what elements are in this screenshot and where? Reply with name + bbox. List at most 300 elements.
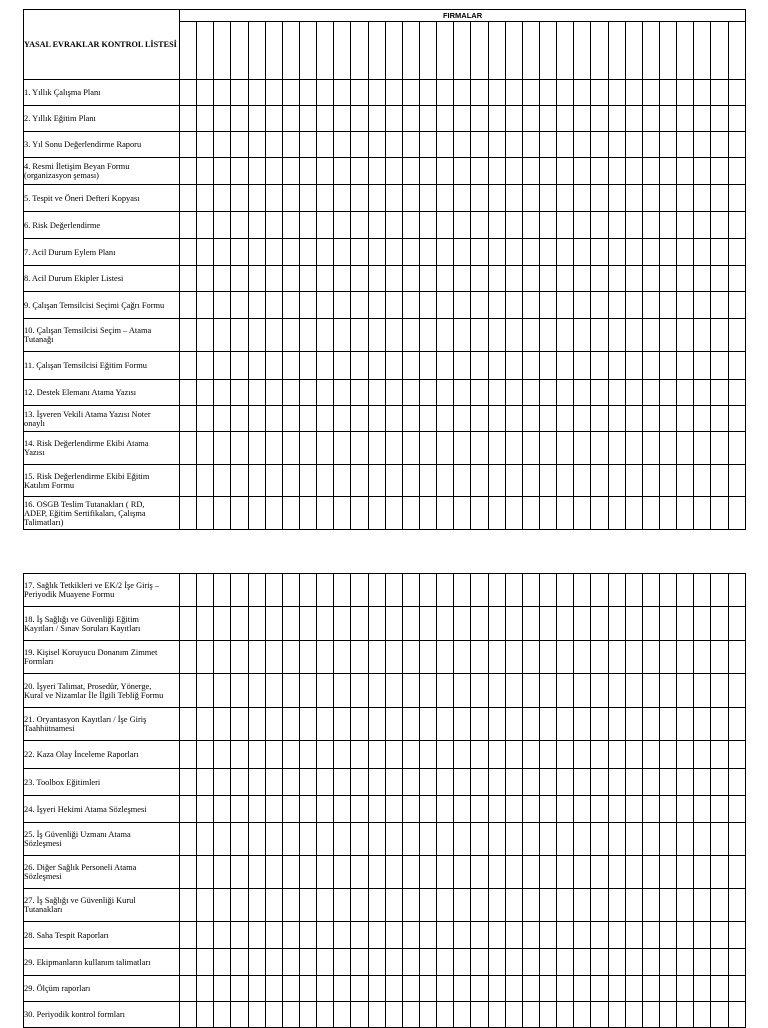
check-cell[interactable] [317,708,334,741]
check-cell[interactable] [180,292,197,319]
check-cell[interactable] [282,465,299,497]
check-cell[interactable] [677,769,694,796]
check-cell[interactable] [299,949,316,976]
check-cell[interactable] [282,796,299,823]
check-cell[interactable] [659,823,676,856]
check-cell[interactable] [505,796,522,823]
check-cell[interactable] [197,949,214,976]
check-cell[interactable] [608,432,625,465]
check-cell[interactable] [574,380,591,406]
check-cell[interactable] [299,266,316,292]
check-cell[interactable] [385,185,402,212]
check-cell[interactable] [625,106,642,132]
check-cell[interactable] [711,497,728,530]
check-cell[interactable] [437,976,454,1002]
check-cell[interactable] [488,465,505,497]
check-cell[interactable] [539,406,556,432]
check-cell[interactable] [385,380,402,406]
check-cell[interactable] [282,80,299,106]
check-cell[interactable] [317,922,334,949]
check-cell[interactable] [454,22,471,80]
check-cell[interactable] [334,380,351,406]
check-cell[interactable] [522,796,539,823]
check-cell[interactable] [231,823,248,856]
check-cell[interactable] [505,132,522,158]
check-cell[interactable] [591,266,608,292]
check-cell[interactable] [642,266,659,292]
check-cell[interactable] [728,292,746,319]
check-cell[interactable] [419,856,436,889]
check-cell[interactable] [437,185,454,212]
check-cell[interactable] [402,922,419,949]
check-cell[interactable] [334,708,351,741]
check-cell[interactable] [454,641,471,674]
check-cell[interactable] [454,352,471,380]
check-cell[interactable] [385,823,402,856]
check-cell[interactable] [282,574,299,607]
check-cell[interactable] [299,976,316,1002]
check-cell[interactable] [659,319,676,352]
check-cell[interactable] [248,158,265,185]
check-cell[interactable] [539,976,556,1002]
check-cell[interactable] [488,22,505,80]
check-cell[interactable] [728,607,745,641]
check-cell[interactable] [591,106,608,132]
check-cell[interactable] [334,574,351,607]
check-cell[interactable] [248,574,265,607]
check-cell[interactable] [385,856,402,889]
check-cell[interactable] [625,607,642,641]
check-cell[interactable] [197,185,214,212]
check-cell[interactable] [317,889,334,922]
check-cell[interactable] [454,239,471,266]
check-cell[interactable] [471,380,488,406]
check-cell[interactable] [231,922,248,949]
check-cell[interactable] [180,319,197,352]
check-cell[interactable] [180,796,197,823]
check-cell[interactable] [180,212,197,239]
check-cell[interactable] [608,239,625,266]
check-cell[interactable] [334,185,351,212]
check-cell[interactable] [522,212,539,239]
check-cell[interactable] [591,949,608,976]
check-cell[interactable] [299,823,316,856]
check-cell[interactable] [659,185,676,212]
check-cell[interactable] [505,106,522,132]
check-cell[interactable] [402,352,419,380]
check-cell[interactable] [437,823,454,856]
check-cell[interactable] [231,292,248,319]
check-cell[interactable] [351,574,368,607]
check-cell[interactable] [197,708,214,741]
check-cell[interactable] [522,132,539,158]
check-cell[interactable] [231,185,248,212]
check-cell[interactable] [214,132,231,158]
check-cell[interactable] [539,212,556,239]
check-cell[interactable] [677,497,694,530]
check-cell[interactable] [351,823,368,856]
check-cell[interactable] [591,352,608,380]
check-cell[interactable] [574,158,591,185]
check-cell[interactable] [677,574,694,607]
check-cell[interactable] [642,380,659,406]
check-cell[interactable] [711,380,728,406]
check-cell[interactable] [522,497,539,530]
check-cell[interactable] [334,741,351,769]
check-cell[interactable] [557,607,574,641]
check-cell[interactable] [728,239,746,266]
check-cell[interactable] [385,106,402,132]
check-cell[interactable] [642,796,659,823]
check-cell[interactable] [317,641,334,674]
check-cell[interactable] [248,352,265,380]
check-cell[interactable] [180,856,197,889]
check-cell[interactable] [694,976,711,1002]
check-cell[interactable] [351,889,368,922]
check-cell[interactable] [659,708,676,741]
check-cell[interactable] [419,574,436,607]
check-cell[interactable] [557,212,574,239]
check-cell[interactable] [505,741,522,769]
check-cell[interactable] [694,823,711,856]
check-cell[interactable] [471,292,488,319]
check-cell[interactable] [471,266,488,292]
check-cell[interactable] [591,674,608,708]
check-cell[interactable] [659,212,676,239]
check-cell[interactable] [728,708,745,741]
check-cell[interactable] [299,212,316,239]
check-cell[interactable] [282,976,299,1002]
check-cell[interactable] [522,380,539,406]
check-cell[interactable] [437,922,454,949]
check-cell[interactable] [659,266,676,292]
check-cell[interactable] [522,949,539,976]
check-cell[interactable] [608,266,625,292]
check-cell[interactable] [368,976,385,1002]
check-cell[interactable] [368,22,385,80]
check-cell[interactable] [419,889,436,922]
check-cell[interactable] [231,406,248,432]
check-cell[interactable] [557,319,574,352]
check-cell[interactable] [282,741,299,769]
check-cell[interactable] [197,292,214,319]
check-cell[interactable] [728,319,746,352]
check-cell[interactable] [419,976,436,1002]
check-cell[interactable] [299,574,316,607]
check-cell[interactable] [574,796,591,823]
check-cell[interactable] [419,185,436,212]
check-cell[interactable] [265,823,282,856]
check-cell[interactable] [180,769,197,796]
check-cell[interactable] [574,976,591,1002]
check-cell[interactable] [368,292,385,319]
check-cell[interactable] [385,708,402,741]
check-cell[interactable] [625,497,642,530]
check-cell[interactable] [402,380,419,406]
check-cell[interactable] [728,80,746,106]
check-cell[interactable] [419,22,436,80]
check-cell[interactable] [557,769,574,796]
check-cell[interactable] [557,641,574,674]
check-cell[interactable] [437,22,454,80]
check-cell[interactable] [402,465,419,497]
check-cell[interactable] [351,976,368,1002]
check-cell[interactable] [385,132,402,158]
check-cell[interactable] [437,266,454,292]
check-cell[interactable] [214,769,231,796]
check-cell[interactable] [574,185,591,212]
check-cell[interactable] [574,406,591,432]
check-cell[interactable] [282,607,299,641]
check-cell[interactable] [591,158,608,185]
check-cell[interactable] [608,352,625,380]
check-cell[interactable] [282,406,299,432]
check-cell[interactable] [694,158,711,185]
check-cell[interactable] [505,708,522,741]
check-cell[interactable] [591,239,608,266]
check-cell[interactable] [454,266,471,292]
check-cell[interactable] [368,132,385,158]
check-cell[interactable] [505,432,522,465]
check-cell[interactable] [677,158,694,185]
check-cell[interactable] [299,292,316,319]
check-cell[interactable] [231,741,248,769]
check-cell[interactable] [488,674,505,708]
check-cell[interactable] [471,574,488,607]
check-cell[interactable] [351,319,368,352]
check-cell[interactable] [214,106,231,132]
check-cell[interactable] [608,497,625,530]
check-cell[interactable] [214,239,231,266]
check-cell[interactable] [265,922,282,949]
check-cell[interactable] [522,465,539,497]
check-cell[interactable] [728,132,746,158]
check-cell[interactable] [180,823,197,856]
check-cell[interactable] [677,106,694,132]
check-cell[interactable] [505,769,522,796]
check-cell[interactable] [368,106,385,132]
check-cell[interactable] [351,708,368,741]
check-cell[interactable] [402,80,419,106]
check-cell[interactable] [419,465,436,497]
check-cell[interactable] [180,406,197,432]
check-cell[interactable] [539,856,556,889]
check-cell[interactable] [282,319,299,352]
check-cell[interactable] [557,22,574,80]
check-cell[interactable] [248,769,265,796]
check-cell[interactable] [522,432,539,465]
check-cell[interactable] [659,380,676,406]
check-cell[interactable] [248,319,265,352]
check-cell[interactable] [334,674,351,708]
check-cell[interactable] [454,497,471,530]
check-cell[interactable] [505,607,522,641]
check-cell[interactable] [505,352,522,380]
check-cell[interactable] [197,158,214,185]
check-cell[interactable] [539,641,556,674]
check-cell[interactable] [180,106,197,132]
check-cell[interactable] [351,239,368,266]
check-cell[interactable] [608,132,625,158]
check-cell[interactable] [282,708,299,741]
check-cell[interactable] [505,465,522,497]
check-cell[interactable] [642,292,659,319]
check-cell[interactable] [402,856,419,889]
check-cell[interactable] [642,239,659,266]
check-cell[interactable] [728,406,746,432]
check-cell[interactable] [711,266,728,292]
check-cell[interactable] [419,292,436,319]
check-cell[interactable] [557,132,574,158]
check-cell[interactable] [522,674,539,708]
check-cell[interactable] [214,352,231,380]
check-cell[interactable] [385,266,402,292]
check-cell[interactable] [231,465,248,497]
check-cell[interactable] [299,106,316,132]
check-cell[interactable] [282,769,299,796]
check-cell[interactable] [214,292,231,319]
check-cell[interactable] [437,158,454,185]
check-cell[interactable] [659,80,676,106]
check-cell[interactable] [608,607,625,641]
check-cell[interactable] [385,641,402,674]
check-cell[interactable] [197,796,214,823]
check-cell[interactable] [591,212,608,239]
check-cell[interactable] [505,922,522,949]
check-cell[interactable] [351,406,368,432]
check-cell[interactable] [282,106,299,132]
check-cell[interactable] [317,239,334,266]
check-cell[interactable] [454,796,471,823]
check-cell[interactable] [625,465,642,497]
check-cell[interactable] [694,432,711,465]
check-cell[interactable] [642,607,659,641]
check-cell[interactable] [197,432,214,465]
check-cell[interactable] [368,80,385,106]
check-cell[interactable] [282,889,299,922]
check-cell[interactable] [471,889,488,922]
check-cell[interactable] [574,319,591,352]
check-cell[interactable] [282,641,299,674]
check-cell[interactable] [711,741,728,769]
check-cell[interactable] [454,380,471,406]
check-cell[interactable] [180,80,197,106]
check-cell[interactable] [471,406,488,432]
check-cell[interactable] [505,823,522,856]
check-cell[interactable] [659,292,676,319]
check-cell[interactable] [231,212,248,239]
check-cell[interactable] [437,889,454,922]
check-cell[interactable] [711,796,728,823]
check-cell[interactable] [591,497,608,530]
check-cell[interactable] [248,708,265,741]
check-cell[interactable] [591,406,608,432]
check-cell[interactable] [334,292,351,319]
check-cell[interactable] [694,949,711,976]
check-cell[interactable] [574,465,591,497]
check-cell[interactable] [522,641,539,674]
check-cell[interactable] [437,380,454,406]
check-cell[interactable] [282,132,299,158]
check-cell[interactable] [265,292,282,319]
check-cell[interactable] [402,185,419,212]
check-cell[interactable] [574,823,591,856]
check-cell[interactable] [728,266,746,292]
check-cell[interactable] [471,497,488,530]
check-cell[interactable] [299,856,316,889]
check-cell[interactable] [642,856,659,889]
check-cell[interactable] [368,185,385,212]
check-cell[interactable] [659,239,676,266]
check-cell[interactable] [419,158,436,185]
check-cell[interactable] [711,922,728,949]
check-cell[interactable] [334,352,351,380]
check-cell[interactable] [677,212,694,239]
check-cell[interactable] [539,574,556,607]
check-cell[interactable] [539,741,556,769]
check-cell[interactable] [265,889,282,922]
check-cell[interactable] [677,380,694,406]
check-cell[interactable] [265,976,282,1002]
check-cell[interactable] [419,319,436,352]
check-cell[interactable] [180,607,197,641]
check-cell[interactable] [334,497,351,530]
check-cell[interactable] [437,132,454,158]
check-cell[interactable] [231,158,248,185]
check-cell[interactable] [368,769,385,796]
check-cell[interactable] [419,708,436,741]
check-cell[interactable] [608,80,625,106]
check-cell[interactable] [419,239,436,266]
check-cell[interactable] [642,574,659,607]
check-cell[interactable] [471,708,488,741]
check-cell[interactable] [282,856,299,889]
check-cell[interactable] [505,266,522,292]
check-cell[interactable] [625,266,642,292]
check-cell[interactable] [265,80,282,106]
check-cell[interactable] [677,319,694,352]
check-cell[interactable] [214,574,231,607]
check-cell[interactable] [522,292,539,319]
check-cell[interactable] [677,352,694,380]
check-cell[interactable] [642,22,659,80]
check-cell[interactable] [385,889,402,922]
check-cell[interactable] [659,769,676,796]
check-cell[interactable] [368,212,385,239]
check-cell[interactable] [608,823,625,856]
check-cell[interactable] [505,380,522,406]
check-cell[interactable] [265,641,282,674]
check-cell[interactable] [591,80,608,106]
check-cell[interactable] [642,132,659,158]
check-cell[interactable] [265,266,282,292]
check-cell[interactable] [299,796,316,823]
check-cell[interactable] [180,741,197,769]
check-cell[interactable] [317,80,334,106]
check-cell[interactable] [642,406,659,432]
check-cell[interactable] [197,922,214,949]
check-cell[interactable] [248,292,265,319]
check-cell[interactable] [351,922,368,949]
check-cell[interactable] [437,239,454,266]
check-cell[interactable] [197,380,214,406]
check-cell[interactable] [694,380,711,406]
check-cell[interactable] [317,432,334,465]
check-cell[interactable] [608,406,625,432]
check-cell[interactable] [197,266,214,292]
check-cell[interactable] [522,185,539,212]
check-cell[interactable] [539,769,556,796]
